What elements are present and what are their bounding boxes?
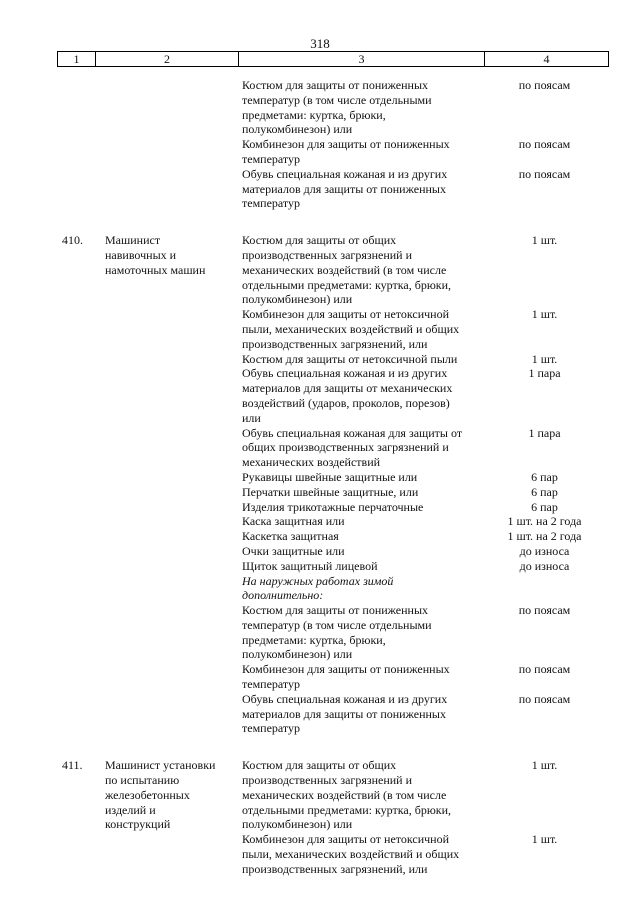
ppe-item-text: Обувь специальная кожаная для защиты от общих производственных загрязнений и механических воздействий [242,425,463,470]
ppe-item-norm: 6 пар [531,499,558,514]
ppe-item [242,574,602,604]
ppe-item-text: Рукавицы швейные защитные или [242,469,418,484]
ppe-item [242,167,602,211]
ppe-item-text: Комбинезон для защиты от нетоксичной пыли, механических воздействий и общих производственных загрязнений, или [242,832,460,876]
row-number: 411. [62,758,83,773]
column-header-3: 3 [239,52,485,67]
ppe-item-norm: 1 пара [528,425,561,440]
ppe-item [242,832,602,876]
ppe-item-norm: по поясам [518,603,571,618]
ppe-item [242,137,602,167]
ppe-item [242,662,602,692]
ppe-item-text: Костюм для защиты от пониженных температур (в том числе отдельными предметами: куртка, брюки, полукомбинезон) или [242,78,432,137]
ppe-item-norm: 1 шт. на 2 года [507,529,582,544]
ppe-item-text: Комбинезон для защиты от нетоксичной пыли, механических воздействий и общих производственных загрязнений, или [242,307,460,351]
ppe-item-norm: до износа [519,543,570,558]
profession-name: Машинист навивочных и намоточных машин [105,233,206,277]
ppe-item-norm: 6 пар [531,484,558,499]
ppe-item [242,470,602,485]
ppe-item-norm: по поясам [518,137,571,152]
ppe-item-text: Костюм для защиты от общих производственных загрязнений и механических воздействий (в том числе отдельными предметами: куртка, брюки, полукомбинезон) или [242,758,452,832]
ppe-item-text: Каска защитная или [242,514,345,529]
ppe-item-norm [487,574,602,604]
ppe-item [242,233,602,307]
ppe-item [242,603,602,662]
ppe-item-text: Очки защитные или [242,543,345,558]
row-number: 410. [62,233,83,248]
ppe-item [242,758,602,832]
column-header-2: 2 [96,52,239,67]
ppe-item-text: Каскетка защитная [242,529,339,544]
table-row [62,233,602,736]
ppe-item-norm: 1 шт. [531,758,558,773]
ppe-item-text: На наружных работах зимой дополнительно: [242,573,394,603]
ppe-item-text: Перчатки швейные защитные, или [242,484,419,499]
ppe-item-text: Костюм для защиты от нетоксичной пыли [242,351,458,366]
ppe-item-norm: по поясам [518,166,571,181]
ppe-item-text: Костюм для защиты от общих производственных загрязнений и механических воздействий (в том числе отдельными предметами: куртка, брюки, полукомбинезон) или [242,233,452,307]
ppe-item [242,500,602,515]
ppe-item-text: Изделия трикотажные перчаточные [242,499,424,514]
ppe-item-text: Обувь специальная кожаная и из других материалов для защиты от механических воздействий (ударов, проколов, порезов) или [242,366,453,425]
column-header-4: 4 [485,52,609,67]
ppe-item [242,307,602,351]
ppe-item-norm: по поясам [518,691,571,706]
ppe-item-norm: 1 шт. [531,233,558,248]
ppe-item-norm: 1 шт. [531,351,558,366]
ppe-item-text: Щиток защитный лицевой [242,558,378,573]
ppe-item-list [242,233,602,736]
ppe-item [242,514,602,529]
ppe-item [242,692,602,736]
ppe-item-text: Обувь специальная кожаная и из других материалов для защиты от пониженных температур [242,166,448,211]
ppe-item-text: Обувь специальная кожаная и из других материалов для защиты от пониженных температур [242,691,448,736]
ppe-item-norm: до износа [519,558,570,573]
ppe-item [242,485,602,500]
ppe-item-text: Комбинезон для защиты от пониженных температур [242,137,450,166]
profession-name [105,78,242,211]
ppe-item [242,426,602,470]
ppe-item-text: Комбинезон для защиты от пониженных температур [242,662,450,692]
table-body [62,78,602,877]
ppe-item-norm: 1 пара [528,366,561,381]
ppe-item [242,78,602,137]
ppe-item-list [242,758,602,876]
ppe-item-norm: 1 шт. [531,307,558,322]
ppe-item [242,559,602,574]
ppe-item [242,544,602,559]
ppe-item-norm: 1 шт. [531,832,558,847]
row-number [62,78,105,211]
ppe-item-list [242,78,602,211]
ppe-item [242,529,602,544]
table-row [62,758,602,876]
column-header-1: 1 [58,52,96,67]
profession-name: Машинист установки по испытанию железобетонных изделий и конструкций [105,758,216,832]
ppe-item [242,366,602,425]
ppe-item-norm: по поясам [518,78,571,92]
ppe-item [242,352,602,367]
table-row [62,78,602,211]
column-header-row [57,51,609,67]
ppe-item-norm: 1 шт. на 2 года [507,514,582,529]
ppe-item-text: Костюм для защиты от пониженных температур (в том числе отдельными предметами: куртка, брюки, полукомбинезон) или [242,603,432,662]
page-number: 318 [310,36,330,51]
ppe-item-norm: 6 пар [531,469,558,484]
ppe-item-norm: по поясам [518,662,571,677]
